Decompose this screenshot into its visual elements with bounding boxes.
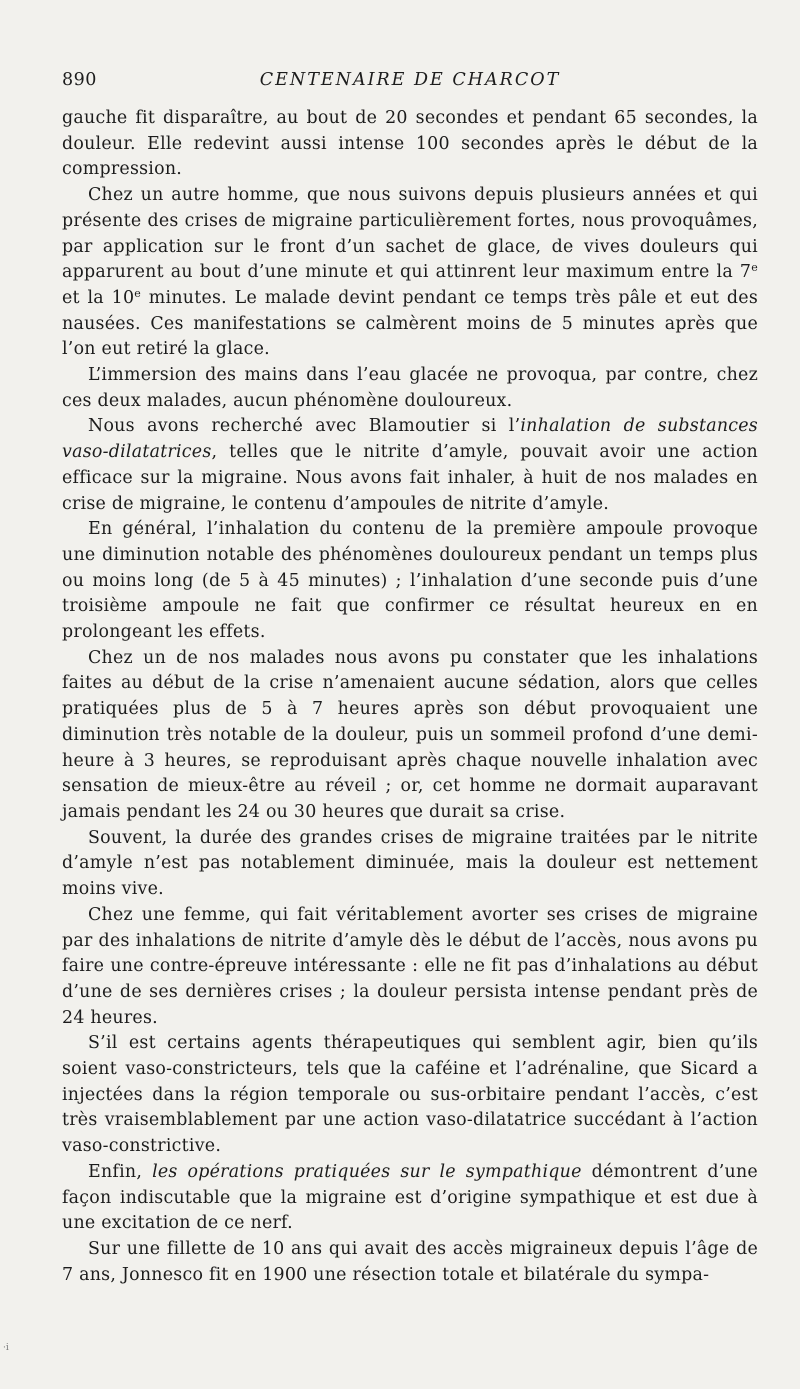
text-run: Sur une fillette de 10 ans qui avait des accès migraineux depuis l’âge de 7 ans, Jonnesco fit en 1900 une résection totale et bilatérale du sympa- <box>62 1238 758 1285</box>
ordinal-superscript: e <box>751 261 758 275</box>
running-header <box>62 70 758 100</box>
text-run: Chez une femme, qui fait véritablement avorter ses crises de migraine par des inhalations de nitrite d’amyle dès le début de l’accès, nous avons pu faire une contre-épreuve intéressante : elle ne fit pas d’inhalations au début d’une de ses dernières crises ; la douleur persista intense pendant près de 24 heures. <box>62 904 758 1028</box>
paragraph <box>62 1237 758 1288</box>
body-text <box>62 106 758 1288</box>
ordinal-superscript: e <box>134 286 142 300</box>
margin-mark: ·i <box>3 1343 9 1353</box>
paragraph <box>62 1031 758 1160</box>
text-run: gauche fit disparaître, au bout de 20 secondes et pendant 65 secondes, la douleur. Elle redevint aussi intense 100 secondes après le début de la compression. <box>62 108 758 180</box>
text-run: S’il est certains agents thérapeutiques qui semblent agir, bien qu’ils soient vaso-constricteurs, tels que la caféine et l’adrénaline, que Sicard a injectées dans la région temporale ou sus-orbitaire pendant l’accès, c’est très vraisemblablement par une action vaso-dilatatrice succédant à l’action vaso-constrictive. <box>62 1033 758 1157</box>
paragraph <box>62 903 758 1032</box>
running-title: CENTENAIRE DE CHARCOT <box>259 70 561 90</box>
text-run: Souvent, la durée des grandes crises de migraine traitées par le nitrite d’amyle n’est pas notablement diminuée, mais la douleur est nettement moins vive. <box>62 827 758 900</box>
text-run: Chez un de nos malades nous avons pu constater que les inhalations faites au début de la crise n’amenaient aucune sédation, alors que celles pratiquées plus de 5 à 7 heures après son début provoquaient une diminution très notable de la douleur, puis un sommeil profond d’une demi-heure à 3 heures, se reproduisant après chaque nouvelle inhalation avec sensation de mieux-être au réveil ; or, cet homme ne dormait auparavant jamais pendant les 24 ou 30 heures que durait sa crise. <box>62 647 758 822</box>
paragraph <box>62 183 758 363</box>
text-run: Nous avons recherché avec Blamoutier si l’ <box>88 416 521 437</box>
page <box>62 70 758 1288</box>
paragraph <box>62 1160 758 1237</box>
text-run: démontrent d’une façon indiscutable que la migraine est d’origine sympathique et est due à une excitation de ce nerf. <box>62 1161 758 1234</box>
paragraph <box>62 517 758 646</box>
italic-phrase: inhalation de substances vaso-dilatatrices <box>62 416 758 463</box>
paragraph <box>62 826 758 903</box>
text-run: et la 10 <box>62 287 135 308</box>
italic-phrase: les opérations pratiquées sur le sympathique <box>152 1161 582 1182</box>
paragraph <box>62 414 758 517</box>
text-run: Enfin, <box>88 1161 153 1182</box>
paragraph <box>62 363 758 414</box>
text-run: Chez un autre homme, que nous suivons depuis plusieurs années et qui présente des crises de migraine particulièrement fortes, nous provoquâmes, par application sur le front d’un sachet de glace, de vives douleurs qui apparurent au bout d’une minute et qui attinrent leur maximum entre la 7 <box>62 185 758 283</box>
paragraph <box>62 646 758 826</box>
text-run: , telles que le nitrite d’amyle, pouvait avoir une action efficace sur la migraine. Nous avons fait inhaler, à huit de nos malades en crise de migraine, le contenu d’ampoules de nitrite d’amyle. <box>62 442 758 514</box>
text-run: En général, l’inhalation du contenu de la première ampoule provoque une diminution notable des phénomènes douloureux pendant un temps plus ou moins long (de 5 à 45 minutes) ; l’inhalation d’une seconde puis d’une troisième ampoule ne fait que confirmer ce résultat heureux en en prolongeant les effets. <box>62 519 758 643</box>
text-run: L’immersion des mains dans l’eau glacée ne provoqua, par contre, chez ces deux malades, aucun phénomène douloureux. <box>62 365 758 411</box>
paragraph <box>62 106 758 183</box>
page-number: 890 <box>62 70 97 90</box>
text-run: minutes. Le malade devint pendant ce temps très pâle et eut des nausées. Ces manifestations se calmèrent moins de 5 minutes après que l’on eut retiré la glace. <box>62 287 758 360</box>
